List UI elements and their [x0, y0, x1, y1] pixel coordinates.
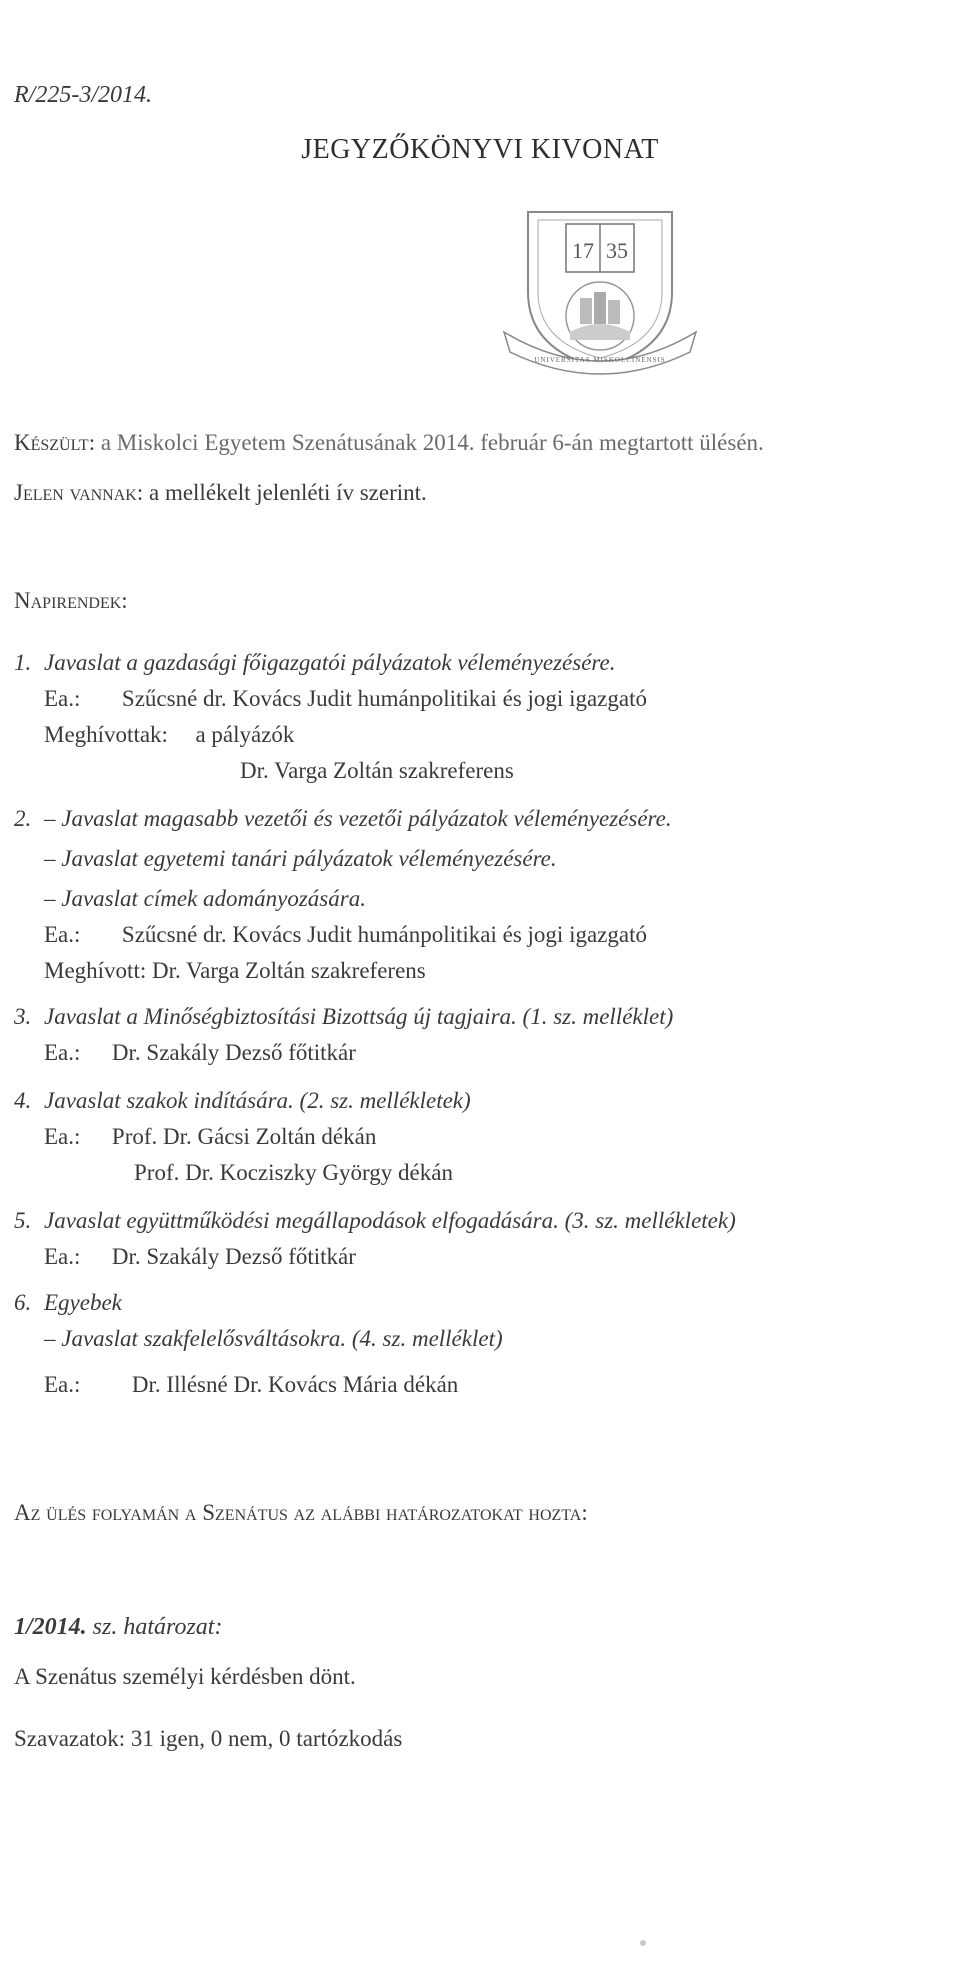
agenda-item-1-title: Javaslat a gazdasági főigazgatói pályázatok véleményezésére. [44, 650, 616, 675]
scan-speck [640, 1940, 646, 1946]
agenda-item-6-presenter [44, 1372, 458, 1398]
presenter-label: Ea.: [44, 1372, 81, 1397]
resolution-label: sz. határozat: [92, 1614, 223, 1640]
invited-label: Meghívottak: [44, 722, 168, 747]
presenter-name: Szűcsné dr. Kovács Judit humánpolitikai és jogi igazgató [121, 686, 647, 711]
agenda-item-5-presenter [44, 1244, 356, 1270]
agenda-item-6 [14, 1290, 122, 1316]
agenda-item-1-number: 1. [14, 650, 32, 675]
agenda-item-4-presenter [44, 1124, 376, 1150]
agenda-item-5-title: Javaslat együttműködési megállapodások elfogadására. (3. sz. mellékletek) [44, 1208, 736, 1233]
presenter-name: Dr. Illésné Dr. Kovács Mária dékán [131, 1372, 459, 1397]
decisions-title: Az ülés folyamán a Szenátus az alábbi határozatokat hozta: [14, 1500, 588, 1525]
prepared-line [14, 430, 764, 456]
agenda-item-4-number: 4. [14, 1088, 32, 1113]
agenda-item-6-number: 6. [14, 1290, 32, 1315]
prepared-label: Készült: [14, 430, 96, 455]
agenda-item-2-line-3: – Javaslat címek adományozására. [44, 886, 366, 911]
resolution-text: A Szenátus személyi kérdésben dönt. [14, 1664, 356, 1689]
agenda-item-5 [14, 1208, 736, 1234]
presenter-name: Szűcsné dr. Kovács Judit humánpolitikai és jogi igazgató [121, 922, 647, 947]
agenda-item-2-presenter [44, 922, 647, 948]
agenda-item-3 [14, 1004, 673, 1030]
presenter-name: Dr. Szakály Dezső főtitkár [111, 1244, 356, 1269]
seal-number-left: 17 [572, 238, 594, 263]
seal-ribbon-text: UNIVERSITAS MISKOLCINENSIS [534, 356, 666, 364]
resolution-heading [14, 1614, 222, 1641]
agenda-item-1-presenter [44, 686, 647, 712]
agenda-item-1 [14, 650, 615, 676]
agenda-item-2-number: 2. [14, 806, 32, 831]
university-seal [500, 200, 700, 376]
agenda-item-6-title: Egyebek [44, 1290, 122, 1315]
agenda-title: Napirendek: [14, 588, 128, 613]
presenter-label: Ea.: [44, 922, 81, 947]
agenda-item-2-line-1: – Javaslat magasabb vezetői és vezetői pályázatok véleményezésére. [44, 806, 672, 831]
agenda-item-3-number: 3. [14, 1004, 32, 1029]
presenter-label: Ea.: [44, 686, 81, 711]
agenda-item-4 [14, 1088, 471, 1114]
present-line [14, 480, 427, 506]
seal-number-right: 35 [606, 238, 628, 263]
agenda-item-1-invited-2: Dr. Varga Zoltán szakreferens [240, 758, 514, 783]
document-title: JEGYZŐKÖNYVI KIVONAT [301, 134, 659, 165]
agenda-item-3-presenter [44, 1040, 356, 1066]
invited-1: a pályázók [195, 722, 295, 747]
prepared-text: a Miskolci Egyetem Szenátusának 2014. február 6-án megtartott ülésén. [100, 430, 764, 455]
agenda-item-2 [14, 806, 672, 832]
presenter-name-1: Prof. Dr. Gácsi Zoltán dékán [111, 1124, 377, 1149]
agenda-item-1-invited [44, 722, 294, 748]
document-reference: R/225-3/2014. [14, 82, 152, 108]
agenda-item-5-number: 5. [14, 1208, 32, 1233]
agenda-item-2-invited: Meghívott: Dr. Varga Zoltán szakreferens [44, 958, 426, 983]
resolution-number: 1/2014. [14, 1614, 87, 1640]
agenda-item-2-line-2: – Javaslat egyetemi tanári pályázatok véleményezésére. [44, 846, 557, 871]
agenda-item-6-line-1: – Javaslat szakfelelősváltásokra. (4. sz. melléklet) [44, 1326, 503, 1351]
presenter-label: Ea.: [44, 1040, 81, 1065]
resolution-votes: Szavazatok: 31 igen, 0 nem, 0 tartózkodás [14, 1726, 403, 1751]
agenda-item-4-presenter-2: Prof. Dr. Kocziszky György dékán [134, 1160, 453, 1185]
presenter-name: Dr. Szakály Dezső főtitkár [111, 1040, 356, 1065]
present-label: Jelen vannak: [14, 480, 144, 505]
presenter-label: Ea.: [44, 1124, 81, 1149]
presenter-label: Ea.: [44, 1244, 81, 1269]
agenda-item-4-title: Javaslat szakok indítására. (2. sz. mellékletek) [44, 1088, 471, 1113]
present-text: a mellékelt jelenléti ív szerint. [148, 480, 427, 505]
agenda-item-3-title: Javaslat a Minőségbiztosítási Bizottság új tagjaira. (1. sz. melléklet) [44, 1004, 674, 1029]
